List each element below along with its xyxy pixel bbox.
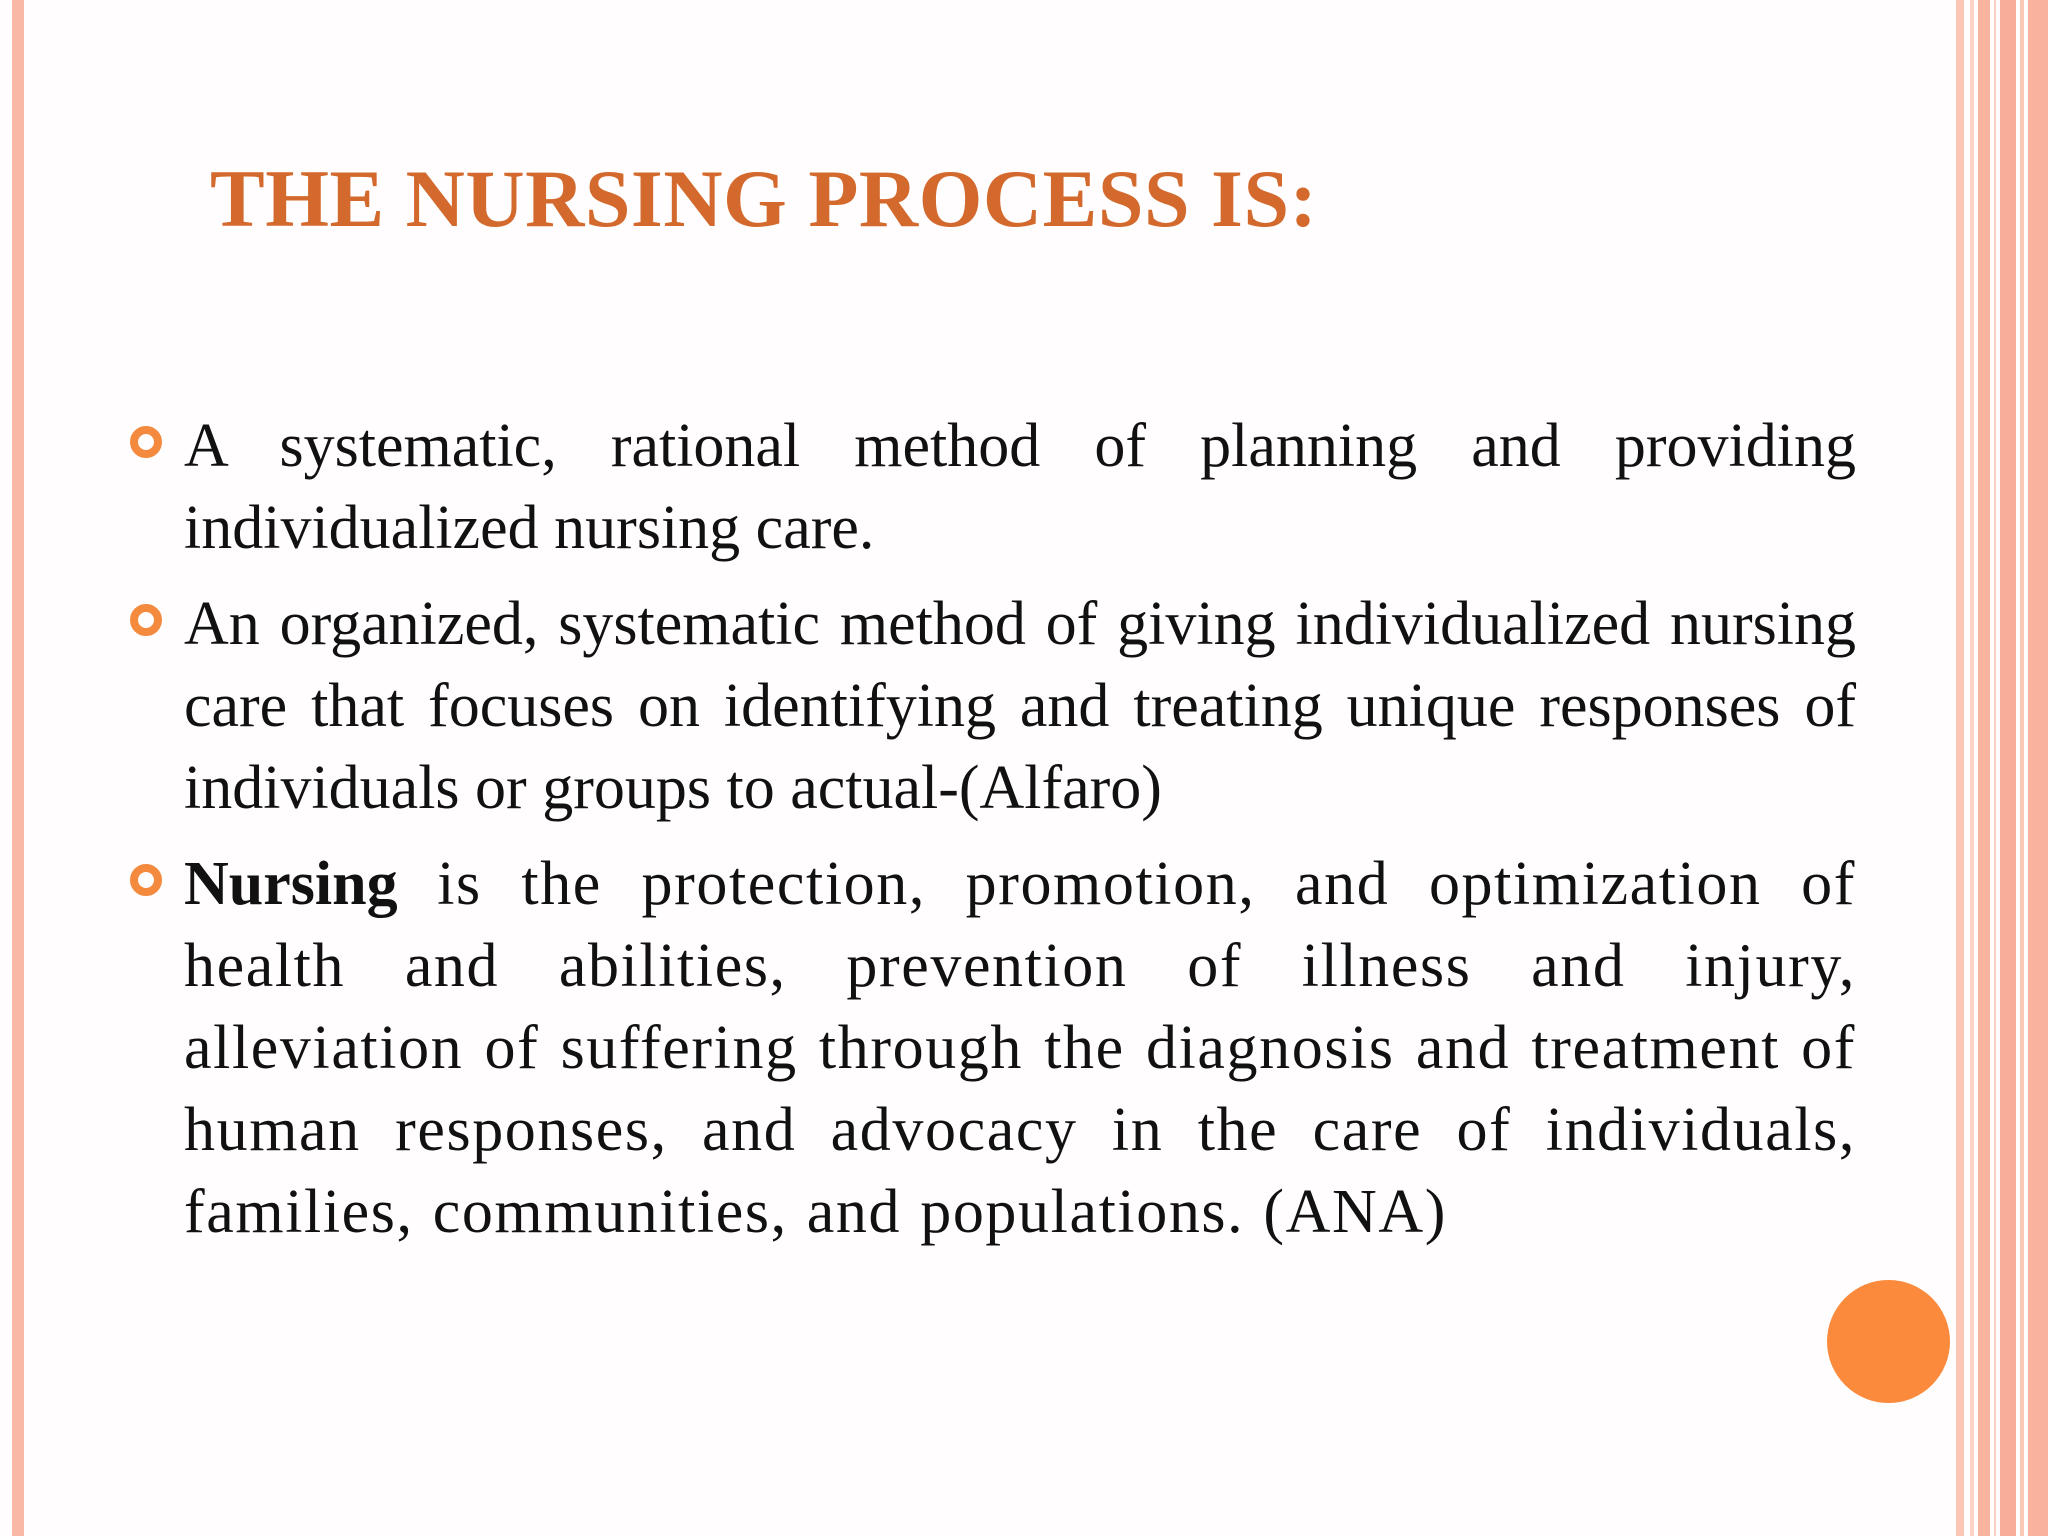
right-stripe <box>1970 0 1974 1536</box>
bullet-item <box>184 405 1856 569</box>
hollow-circle-bullet-icon <box>130 426 162 458</box>
filled-circle-icon <box>1827 1280 1950 1403</box>
bullet-text: An organized, systematic method of giving individualized nursing care that focuses on identifying and treating unique responses of individuals or groups to actual-(Alfaro) <box>184 590 1856 822</box>
bullet-text: is the protection, promotion, and optimization of health and abilities, prevention of illness and injury, alleviation of suffering through the diagnosis and treatment of human responses, and advocacy in the care of individuals, families, communities, and populations. (ANA) <box>184 850 1856 1246</box>
bullet-list <box>184 405 1856 1267</box>
bullet-item <box>184 843 1856 1253</box>
right-stripe <box>1994 0 1996 1536</box>
right-stripe <box>2028 0 2048 1536</box>
bullet-text: A systematic, rational method of planning and providing individualized nursing care. <box>184 412 1856 562</box>
slide-title: THE NURSING PROCESS IS: <box>210 153 1318 244</box>
left-border-stripe <box>12 0 24 1536</box>
right-stripe <box>1956 0 1964 1536</box>
hollow-circle-bullet-icon <box>130 864 162 896</box>
bullet-item <box>184 583 1856 829</box>
right-stripe <box>1978 0 1990 1536</box>
right-stripe <box>2000 0 2016 1536</box>
bullet-bold-term: Nursing <box>184 850 398 918</box>
right-border-stripes <box>1956 0 2048 1536</box>
hollow-circle-bullet-icon <box>130 604 162 636</box>
right-stripe <box>2020 0 2024 1536</box>
